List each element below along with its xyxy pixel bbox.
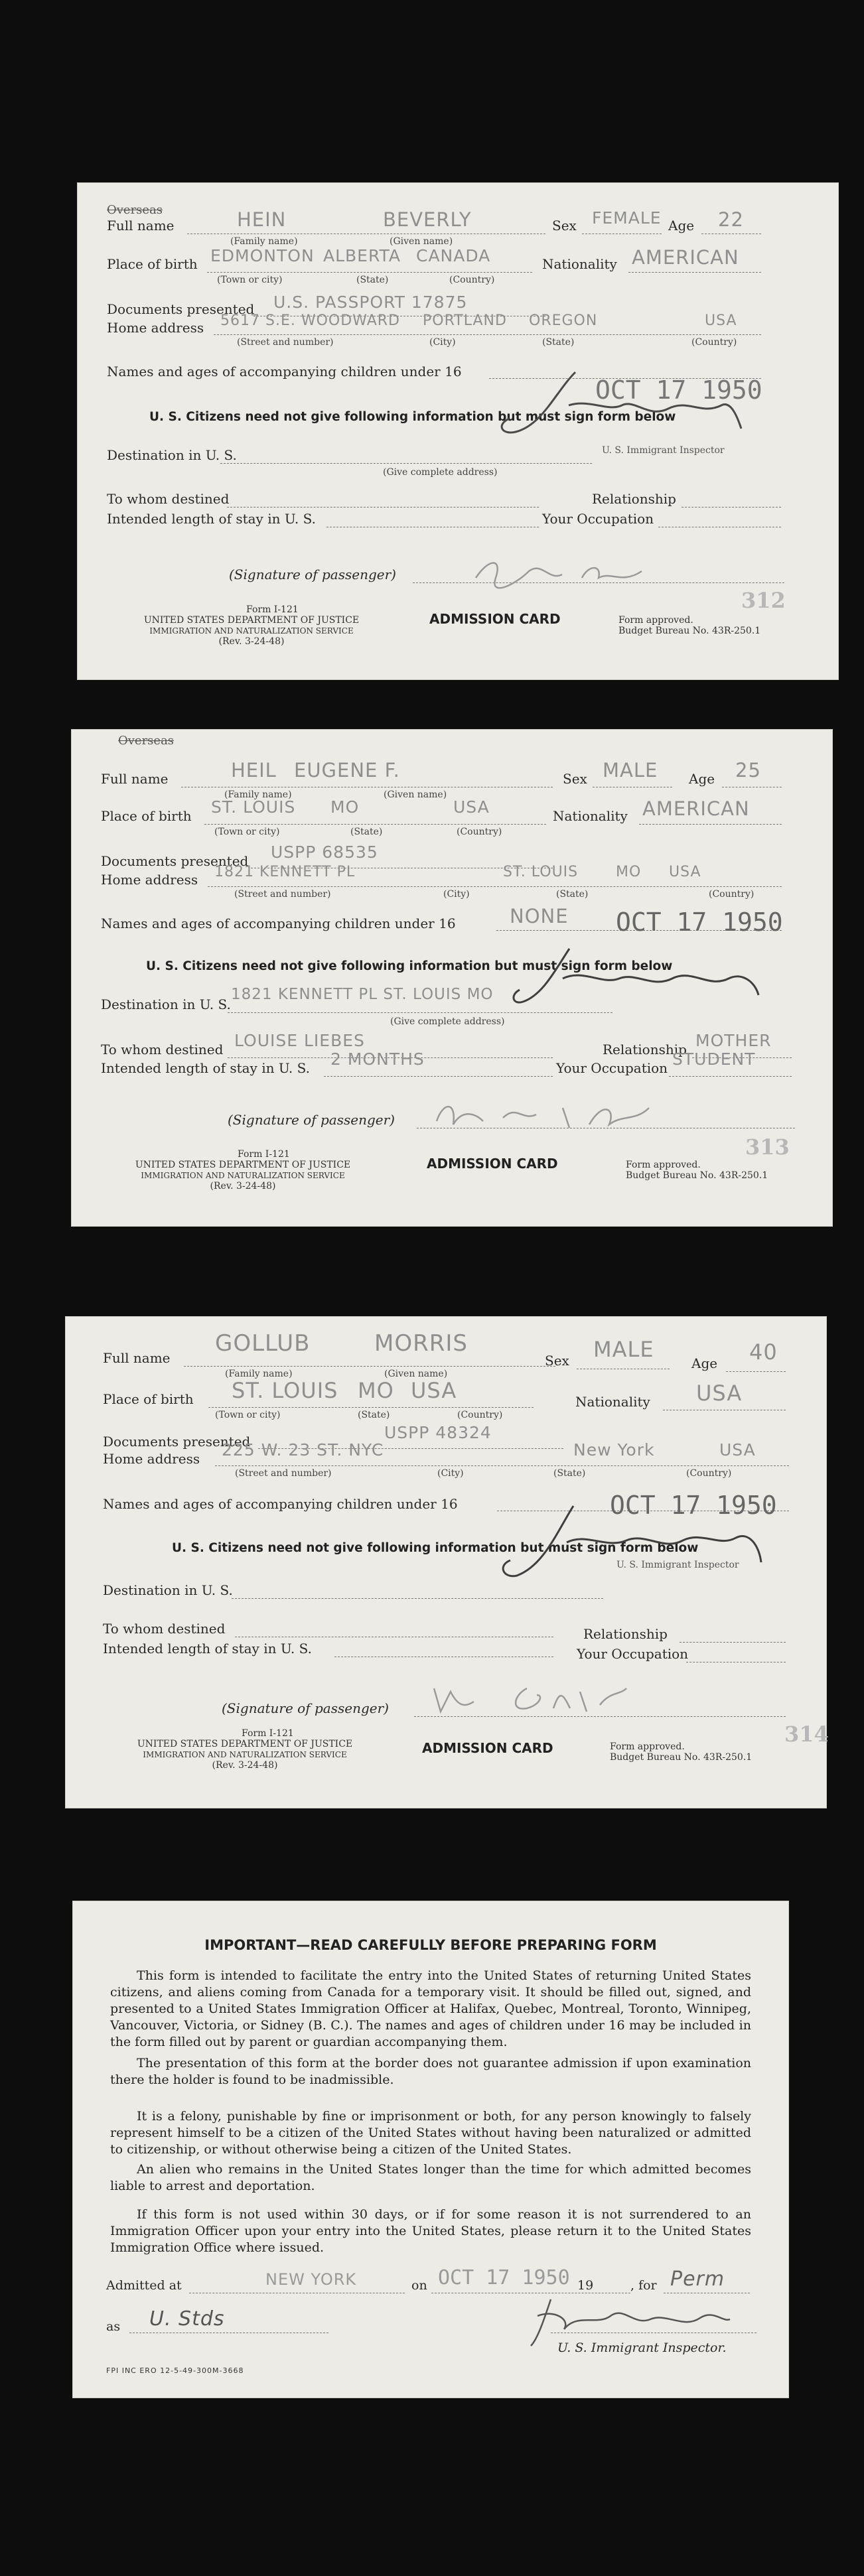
nationality-value: AMERICAN (642, 797, 750, 820)
citizens-notice: U. S. Citizens need not give following information but must sign form below (149, 410, 676, 424)
relationship-label: Relationship (603, 1042, 687, 1057)
nationality-value: USA (696, 1381, 743, 1406)
admission-card-title: ADMISSION CARD (427, 1156, 558, 1172)
country-caption-2: (Country) (709, 889, 755, 900)
home-address-label: Home address (107, 320, 204, 336)
age-line (726, 1371, 786, 1372)
sex-value: MALE (593, 1337, 654, 1362)
city-caption: (City) (443, 889, 470, 900)
address-line (214, 334, 761, 335)
destination-label: Destination in U. S. (107, 447, 237, 463)
full-name-line (184, 1366, 555, 1367)
surname-value: HEIL (231, 759, 277, 781)
as-label: as (106, 2319, 121, 2334)
form-approved: Form approved. (626, 1160, 701, 1170)
full-name-label: Full name (107, 218, 175, 234)
given-name-value: MORRIS (374, 1330, 468, 1357)
state-caption: (State) (358, 1410, 390, 1420)
children-value: NONE (510, 905, 569, 927)
nationality-line (639, 824, 782, 825)
service: IMMIGRATION AND NATURALIZATION SERVICE (149, 626, 354, 636)
country-caption-2: (Country) (691, 337, 737, 348)
inspector-signature (496, 942, 775, 1015)
year-prefix: 19 (577, 2278, 594, 2293)
complete-address-caption: (Give complete address) (383, 467, 498, 478)
given-name-caption: (Given name) (384, 1369, 448, 1379)
destination-value: 1821 KENNETT PL ST. LOUIS MO (231, 986, 494, 1003)
documents-label: Documents presented (103, 1434, 251, 1450)
documents-value: USPP 68535 (271, 843, 378, 862)
budget-bureau: Budget Bureau No. 43R-250.1 (618, 626, 761, 636)
revision: (Rev. 3-24-48) (210, 1181, 276, 1191)
age-value: 25 (735, 759, 761, 781)
inspector-signature (457, 1499, 769, 1586)
address-country-value: USA (705, 312, 737, 329)
family-name-caption: (Family name) (224, 789, 292, 800)
passenger-signature (430, 1095, 656, 1134)
occupation-label: Your Occupation (542, 511, 654, 527)
form-approved: Form approved. (610, 1741, 685, 1752)
admitted-at-label: Admitted at (106, 2278, 182, 2293)
birth-state-value: ALBERTA (323, 246, 401, 265)
documents-label: Documents presented (107, 301, 255, 317)
birth-town-value: ST. LOUIS (232, 1378, 338, 1403)
stay-line (324, 1076, 553, 1077)
town-caption: (Town or city) (215, 1410, 281, 1420)
stay-value: 2 MONTHS (330, 1050, 425, 1069)
address-city-value: ST. LOUIS (503, 864, 579, 880)
overseas-label: Overseas (107, 203, 163, 217)
sex-label: Sex (552, 218, 577, 234)
city-caption: (City) (437, 1468, 464, 1479)
paragraph-alien: An alien who remains in the United States longer than the time for which admitted becomes liable to arrest and deportation. (110, 2162, 751, 2193)
paragraph-return: If this form is not used within 30 days, or if for some reason it is not surrendered to an Immigration Officer upon your entry into the United States, please return it to the United States Immigration Office where issued. (110, 2207, 751, 2255)
complete-address-caption: (Give complete address) (390, 1016, 505, 1027)
signature-label: (Signature of passenger) (222, 1700, 389, 1716)
sex-label: Sex (563, 771, 587, 787)
form-number: Form I-121 (238, 1149, 290, 1160)
passenger-signature (469, 551, 668, 591)
street-caption: (Street and number) (234, 889, 331, 900)
nationality-label: Nationality (553, 808, 628, 824)
age-label: Age (691, 1355, 718, 1371)
town-caption: (Town or city) (214, 827, 280, 837)
stay-label: Intended length of stay in U. S. (107, 511, 316, 527)
for-label: , for (630, 2278, 657, 2293)
inspector-signature (476, 366, 755, 445)
destination-line (232, 1598, 603, 1599)
admitted-for-value: Perm (670, 2268, 725, 2291)
state-caption: (State) (356, 275, 389, 285)
admission-card-title: ADMISSION CARD (422, 1740, 553, 1756)
children-label: Names and ages of accompanying children under 16 (101, 915, 456, 931)
budget-bureau: Budget Bureau No. 43R-250.1 (626, 1170, 768, 1181)
relationship-line (680, 1642, 786, 1643)
birth-state-value: MO (358, 1378, 394, 1403)
surname-value: HEIN (237, 208, 287, 231)
age-value: 22 (718, 208, 744, 231)
destination-line (220, 463, 592, 464)
form-number: Form I-121 (246, 604, 299, 615)
on-label: on (411, 2278, 427, 2293)
address-street-value: 5617 S.E. WOODWARD (220, 312, 400, 329)
city-caption: (City) (429, 337, 456, 348)
revision: (Rev. 3-24-48) (218, 636, 285, 647)
birth-state-value: MO (330, 797, 360, 817)
card-number: 313 (745, 1134, 790, 1160)
department: UNITED STATES DEPARTMENT OF JUSTICE (135, 1160, 351, 1170)
signature-label: (Signature of passenger) (229, 567, 396, 582)
destined-label: To whom destined (101, 1042, 224, 1057)
admission-card-1 (78, 183, 838, 679)
paragraph-felony: It is a felony, punishable by fine or imprisonment or both, for any person knowingly to falsely represent himself to be a citizen of the United States without having been naturalized or admitted to citizenship, or without otherwise being a citizen of the United States. (110, 2109, 751, 2157)
overseas-label: Overseas (118, 734, 175, 748)
home-address-label: Home address (101, 872, 198, 888)
inspector-caption: U. S. Immigrant Inspector. (557, 2340, 727, 2355)
admitted-date-stamp: OCT 17 1950 (438, 2266, 570, 2289)
state-caption-2: (State) (542, 337, 575, 348)
admitted-as-value: U. Stds (149, 2307, 225, 2331)
address-line (208, 886, 782, 887)
service: IMMIGRATION AND NATURALIZATION SERVICE (141, 1171, 345, 1180)
card-back (73, 1901, 788, 2398)
stay-label: Intended length of stay in U. S. (101, 1060, 310, 1076)
back-heading: IMPORTANT—READ CAREFULLY BEFORE PREPARING FORM (204, 1937, 657, 1953)
destined-value: LOUISE LIEBES (234, 1031, 365, 1050)
sex-value: MALE (603, 759, 658, 781)
admission-card-3 (66, 1317, 829, 1808)
admission-card-title: ADMISSION CARD (429, 611, 561, 627)
address-country-value: USA (719, 1440, 756, 1459)
age-label: Age (689, 771, 715, 787)
given-name-value: EUGENE F. (294, 759, 400, 781)
nationality-value: AMERICAN (632, 246, 739, 269)
street-caption: (Street and number) (235, 1468, 332, 1479)
signature-label: (Signature of passenger) (228, 1112, 395, 1128)
address-state-value: New York (573, 1440, 655, 1459)
occupation-value: STUDENT (672, 1050, 756, 1069)
stay-label: Intended length of stay in U. S. (103, 1641, 312, 1657)
country-caption-2: (Country) (686, 1468, 732, 1479)
birth-country-value: CANADA (416, 246, 491, 265)
state-caption-2: (State) (553, 1468, 586, 1479)
address-country-value: USA (669, 864, 701, 880)
place-of-birth-label: Place of birth (103, 1391, 194, 1407)
children-label: Names and ages of accompanying children under 16 (103, 1496, 458, 1512)
surname-value: GOLLUB (215, 1330, 311, 1357)
state-caption-2: (State) (556, 889, 589, 900)
street-caption: (Street and number) (237, 337, 334, 348)
sex-value: FEMALE (592, 208, 662, 228)
birth-line (208, 1407, 534, 1408)
birth-line (204, 824, 546, 825)
full-name-label: Full name (101, 771, 169, 787)
date-stamp: OCT 17 1950 (610, 1491, 777, 1520)
sex-label: Sex (545, 1353, 569, 1369)
age-label: Age (668, 218, 695, 234)
inspector-stamp-caption: U. S. Immigrant Inspector (602, 445, 725, 456)
state-caption: (State) (350, 827, 383, 837)
relationship-label: Relationship (583, 1626, 668, 1642)
print-code: FPI INC ERO 12-5-49-300M-3668 (106, 2366, 244, 2375)
birth-town-value: EDMONTON (210, 246, 315, 265)
relationship-value: MOTHER (695, 1031, 772, 1050)
relationship-label: Relationship (592, 491, 676, 507)
revision: (Rev. 3-24-48) (212, 1760, 278, 1771)
given-name-value: BEVERLY (383, 208, 472, 231)
town-caption: (Town or city) (217, 275, 283, 285)
country-caption: (Country) (457, 1410, 503, 1420)
admission-card-2 (72, 730, 832, 1226)
home-address-label: Home address (103, 1451, 200, 1467)
destination-label: Destination in U. S. (103, 1582, 233, 1598)
paragraph-presentation: The presentation of this form at the border does not guarantee admission if upon examination there the holder is found to be inadmissible. (110, 2056, 751, 2087)
department: UNITED STATES DEPARTMENT OF JUSTICE (137, 1739, 353, 1749)
place-of-birth-label: Place of birth (101, 808, 192, 824)
given-name-caption: (Given name) (390, 236, 453, 247)
inspector-signature (524, 2293, 737, 2352)
budget-bureau: Budget Bureau No. 43R-250.1 (610, 1752, 753, 1763)
occupation-label: Your Occupation (577, 1646, 689, 1662)
department: UNITED STATES DEPARTMENT OF JUSTICE (143, 615, 360, 626)
full-name-label: Full name (103, 1350, 171, 1366)
admitted-place-value: NEW YORK (265, 2270, 357, 2289)
address-street-value: 225 W. 23 ST. NYC (222, 1440, 384, 1459)
citizens-notice: U. S. Citizens need not give following information but must sign form below (172, 1541, 699, 1555)
form-number: Form I-121 (242, 1728, 294, 1739)
date-stamp: OCT 17 1950 (616, 908, 783, 937)
country-caption: (Country) (449, 275, 495, 285)
card-number: 312 (741, 588, 786, 613)
country-caption: (Country) (457, 827, 502, 837)
service: IMMIGRATION AND NATURALIZATION SERVICE (143, 1750, 347, 1759)
place-of-birth-label: Place of birth (107, 256, 198, 272)
occupation-line (669, 1076, 792, 1077)
relationship-line (682, 507, 781, 508)
date-stamp: OCT 17 1950 (595, 375, 762, 405)
passenger-signature (427, 1675, 640, 1722)
documents-value: USPP 48324 (384, 1423, 492, 1442)
given-name-caption: (Given name) (384, 789, 447, 800)
card-number: 314 (784, 1722, 829, 1747)
destined-label: To whom destined (103, 1621, 226, 1637)
address-line (215, 1465, 789, 1466)
documents-label: Documents presented (101, 853, 249, 869)
address-street-value: 1821 KENNETT PL (214, 864, 356, 880)
occupation-label: Your Occupation (556, 1060, 668, 1076)
form-approved: Form approved. (618, 615, 693, 626)
destination-label: Destination in U. S. (101, 996, 231, 1012)
birth-country-value: USA (453, 797, 490, 817)
documents-value: U.S. PASSPORT 17875 (273, 293, 468, 312)
destined-label: To whom destined (107, 491, 230, 507)
age-value: 40 (749, 1339, 778, 1365)
nationality-label: Nationality (575, 1394, 650, 1410)
address-state-value: MO (616, 864, 642, 880)
children-label: Names and ages of accompanying children under 16 (107, 364, 462, 379)
birth-country-value: USA (411, 1378, 457, 1403)
citizens-notice: U. S. Citizens need not give following information but must sign form below (146, 959, 673, 973)
address-state-value: OREGON (529, 312, 598, 329)
family-name-caption: (Family name) (225, 1369, 293, 1379)
nationality-label: Nationality (542, 256, 617, 272)
birth-town-value: ST. LOUIS (211, 797, 296, 817)
family-name-caption: (Family name) (230, 236, 298, 247)
inspector-stamp-caption: U. S. Immigrant Inspector (616, 1560, 739, 1570)
paragraph-intro: This form is intended to facilitate the entry into the United States of returning United States citizens, and aliens coming from Canada for a temporary visit. It should be filled out, signed, and presented to a United States Immigration Officer at Halifax, Quebec, Montreal, Toronto, Winnipeg, Vancouver, Victoria, or Sidney (B. C.). The names and ages of children under 16 may be included in the form filled out by parent or guardian accompanying them. (110, 1968, 751, 2049)
destined-line (227, 507, 539, 508)
address-city-value: PORTLAND (423, 312, 507, 329)
nationality-line (628, 272, 761, 273)
birth-line (207, 272, 532, 273)
